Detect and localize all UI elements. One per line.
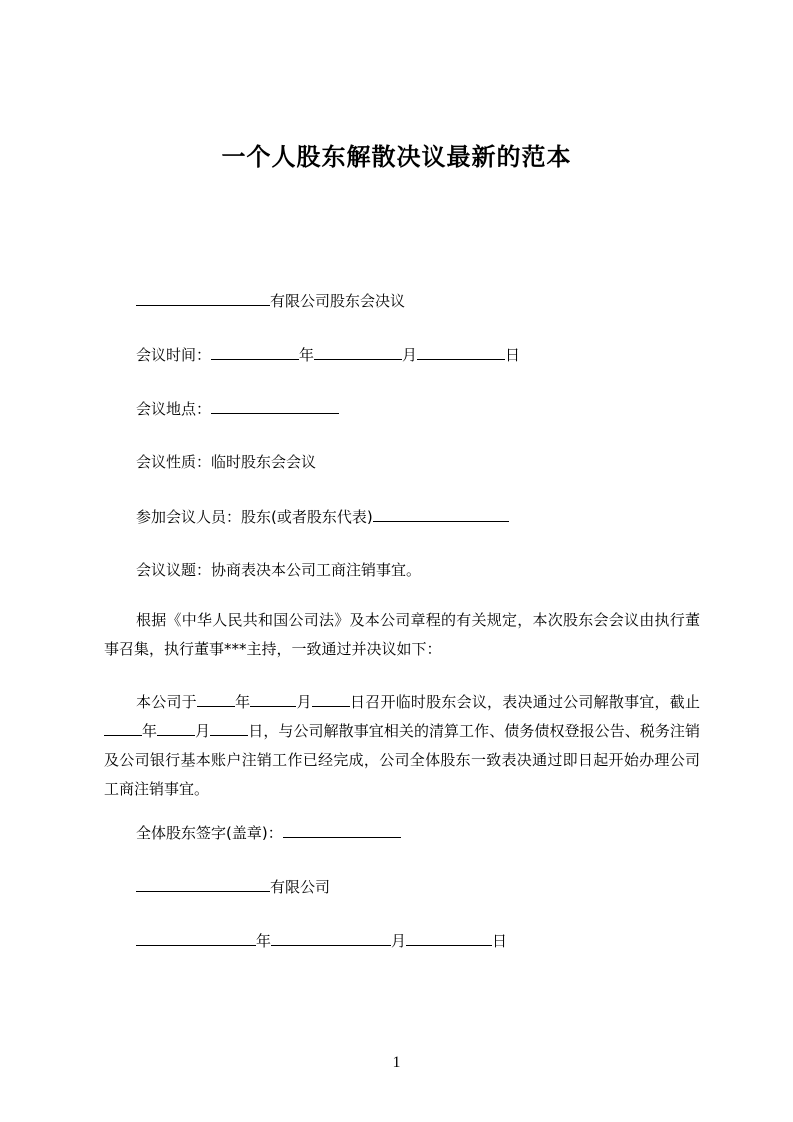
company-resolution-suffix: 有限公司股东会决议 — [270, 292, 406, 310]
resolution-body-paragraph — [104, 688, 700, 804]
meeting-place-label: 会议地点： — [136, 400, 212, 418]
attendees-label: 参加会议人员：股东(或者股东代表) — [136, 508, 373, 526]
meeting-nature-line: 会议性质：临时股东会会议 — [136, 453, 317, 471]
company-sign-blank — [136, 876, 270, 892]
resolution-month1-blank — [250, 691, 296, 707]
meeting-month-blank — [314, 344, 402, 360]
meeting-day-label: 日 — [505, 346, 521, 364]
signature-blank — [283, 822, 401, 838]
meeting-time-label: 会议时间： — [136, 346, 212, 364]
meeting-time-line — [136, 344, 520, 365]
attendees-blank — [373, 506, 509, 522]
date-line — [136, 930, 507, 951]
resolution-text-part3: 日，与公司解散事宜相关的清算工作、债务债权登报公告、税务注销及公司银行基本账户注销工作已经完成，公司全体股东一致表决通过即日起开始办理公司工商注销事宜。 — [104, 722, 700, 798]
resolution-day1-blank — [312, 691, 350, 707]
resolution-year1-label: 年 — [234, 693, 251, 711]
date-day-label: 日 — [492, 932, 508, 950]
company-name-blank — [136, 290, 270, 306]
resolution-text-part1: 本公司于 — [136, 693, 197, 711]
date-year-label: 年 — [256, 932, 272, 950]
signature-line — [136, 822, 401, 843]
document-title: 一个人股东解散决议最新的范本 — [221, 143, 572, 171]
resolution-year2-label: 年 — [142, 722, 158, 740]
date-year-blank — [136, 930, 256, 946]
company-sign-line — [136, 876, 330, 897]
resolution-month1-label: 月 — [296, 693, 312, 711]
meeting-year-label: 年 — [299, 346, 315, 364]
meeting-place-line — [136, 398, 339, 419]
resolution-text-part2: 日召开临时股东会议，表决通过公司解散事宜，截止 — [349, 693, 700, 711]
resolution-intro-paragraph: 根据《中华人民共和国公司法》及本公司章程的有关规定，本次股东会会议由执行董事召集，执行董事***主持，一致通过并决议如下： — [104, 611, 700, 658]
company-resolution-line — [136, 290, 405, 311]
date-month-label: 月 — [391, 932, 407, 950]
company-sign-suffix: 有限公司 — [270, 878, 331, 896]
resolution-year2-blank — [104, 720, 142, 736]
meeting-month-label: 月 — [402, 346, 418, 364]
resolution-year1-blank — [197, 691, 235, 707]
date-day-blank — [406, 930, 492, 946]
signature-label: 全体股东签字(盖章)： — [136, 824, 283, 842]
meeting-year-blank — [211, 344, 299, 360]
resolution-month2-label: 月 — [195, 722, 211, 740]
meeting-day-blank — [417, 344, 505, 360]
meeting-place-blank — [211, 398, 339, 414]
page-number: 1 — [392, 1054, 401, 1071]
resolution-day2-blank — [210, 720, 248, 736]
meeting-topic-line: 会议议题：协商表决本公司工商注销事宜。 — [136, 561, 422, 579]
attendees-line — [136, 506, 509, 527]
resolution-month2-blank — [157, 720, 195, 736]
date-month-blank — [271, 930, 391, 946]
